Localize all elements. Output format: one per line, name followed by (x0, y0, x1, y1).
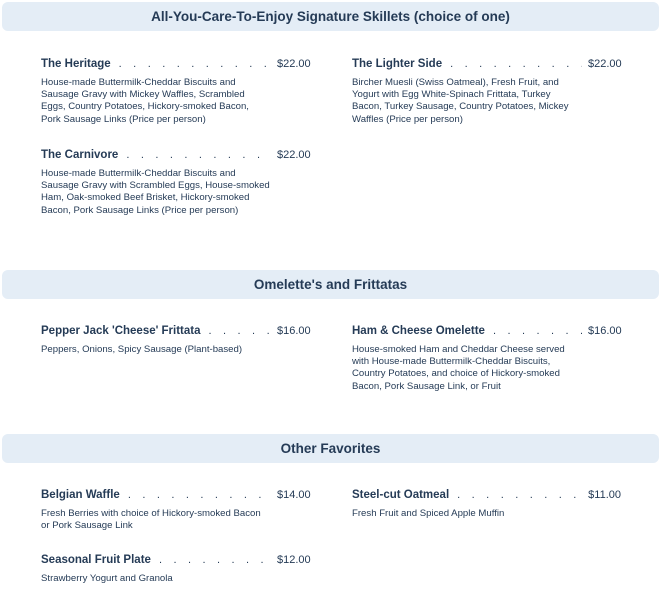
item-description: Strawberry Yogurt and Granola (41, 573, 173, 584)
section-header-omelettes-frittatas (2, 270, 659, 299)
section-header-signature-skillets (2, 2, 659, 31)
item-name: The Lighter Side (352, 58, 443, 70)
item-description: House-made Buttermilk-Cheddar Biscuits and Sausage Gravy with Mickey Waffles, Scrambled Eggs, Country Potatoes, Hickory-smoked Bacon, Pork Sausage Links (Price per person) (41, 77, 249, 125)
section-header-other-favorites (2, 434, 659, 463)
item-name: Belgian Waffle (41, 489, 120, 501)
item-description: House-smoked Ham and Cheddar Cheese served with House-made Buttermilk-Cheddar Biscuits, Country Potatoes, and choice of Hickory-smoked Bacon, Pork Sausage Link, or Fruit (352, 344, 565, 392)
section-title: Other Favorites (280, 441, 381, 456)
menu-item-seasonal-fruit-plate (41, 554, 310, 585)
item-description: Peppers, Onions, Spicy Sausage (Plant-based) (41, 344, 243, 355)
dot-leader (449, 489, 582, 501)
section-title: All-You-Care-To-Enjoy Signature Skillets (choice of one) (151, 9, 510, 24)
item-name: Seasonal Fruit Plate (41, 554, 151, 566)
item-name: The Carnivore (41, 149, 119, 161)
dot-leader (442, 58, 582, 70)
section-title: Omelette's and Frittatas (253, 277, 408, 292)
menu-item-the-carnivore (41, 149, 310, 217)
dot-leader (111, 58, 271, 70)
item-price: $14.00 (277, 489, 311, 501)
item-price: $22.00 (277, 58, 311, 70)
item-price: $16.00 (588, 325, 622, 337)
item-name: Steel-cut Oatmeal (352, 489, 450, 501)
dot-leader (118, 149, 271, 161)
item-description: Fresh Fruit and Spiced Apple Muffin (352, 508, 505, 519)
item-name: The Heritage (41, 58, 111, 70)
menu-item-steel-cut-oatmeal (352, 489, 621, 520)
dot-leader (485, 325, 582, 337)
menu-item-ham-cheese-omelette (352, 325, 621, 393)
item-price: $22.00 (277, 149, 311, 161)
item-price: $16.00 (277, 325, 311, 337)
menu-item-belgian-waffle (41, 489, 310, 532)
menu-item-the-lighter-side (352, 58, 621, 126)
item-name: Ham & Cheese Omelette (352, 325, 485, 337)
item-description: House-made Buttermilk-Cheddar Biscuits and Sausage Gravy with Scrambled Eggs, House-smoked Ham, Oak-smoked Beef Brisket, Hickory-smoked Bacon, Pork Sausage Links (Price per person) (41, 168, 270, 216)
menu-item-the-heritage (41, 58, 310, 126)
item-price: $12.00 (277, 554, 311, 566)
dot-leader (151, 554, 271, 566)
dot-leader (120, 489, 271, 501)
dot-leader (201, 325, 271, 337)
item-description: Bircher Muesli (Swiss Oatmeal), Fresh Fruit, and Yogurt with Egg White-Spinach Frittata, Turkey Bacon, Turkey Sausage, Country Potatoes, Mickey Waffles (Price per person) (352, 77, 569, 125)
item-price: $22.00 (588, 58, 622, 70)
item-price: $11.00 (588, 489, 621, 501)
menu-item-pepper-jack-frittata (41, 325, 310, 356)
item-name: Pepper Jack 'Cheese' Frittata (41, 325, 201, 337)
item-description: Fresh Berries with choice of Hickory-smoked Bacon or Pork Sausage Link (41, 508, 261, 532)
